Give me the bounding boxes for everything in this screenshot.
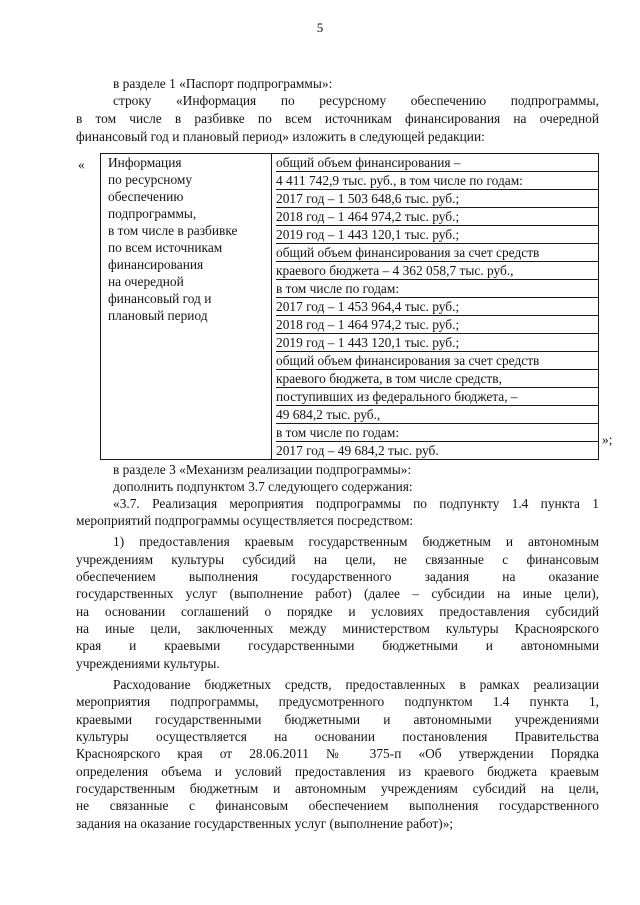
- p37-line-2: мероприятий подпрограммы осуществляется посредством:: [76, 513, 414, 528]
- right-line: поступивших из федерального бюджета, –: [276, 388, 598, 406]
- right-line: краевого бюджета, в том числе средств,: [276, 370, 598, 388]
- right-line: 2017 год – 1 503 648,6 тыс. руб.;: [276, 190, 598, 208]
- quote-open: «: [78, 157, 85, 172]
- section1-heading: в разделе 1 «Паспорт подпрограммы»:: [113, 76, 333, 91]
- quote-close: »;: [602, 432, 613, 447]
- left-line: Информация: [108, 155, 182, 170]
- replace-row-line-1: строку «Информация по ресурсному обеспечению подпрограммы,: [113, 93, 599, 108]
- right-line: краевого бюджета – 4 362 058,7 тыс. руб.,: [276, 262, 598, 280]
- expenses-line-1: Расходование бюджетных средств, предоставленных в рамках реализации: [113, 677, 599, 692]
- left-line: плановый период: [108, 308, 208, 323]
- expenses-line-7: государственным бюджетным и автономным учреждениям субсидий на цели,: [76, 781, 599, 796]
- right-line: 49 684,2 тыс. руб.,: [276, 406, 598, 424]
- table-right-cell: [272, 154, 599, 460]
- item1-line-5: на основании соглашений о порядке и условиях предоставления субсидий: [76, 604, 599, 619]
- replace-row-line-3: финансовый год и плановый период» изложить в следующей редакции:: [76, 129, 485, 144]
- section3-heading: в разделе 3 «Механизм реализации подпрограммы»:: [113, 462, 412, 477]
- expenses-line-6: определения объема и условий предоставления из краевого бюджета краевым: [76, 764, 599, 779]
- left-line: по всем источникам: [108, 240, 223, 255]
- left-line: на очередной: [108, 274, 184, 289]
- right-line: общий объем финансирования за счет средств: [276, 244, 598, 262]
- item1-line-1: 1) предоставления краевым государственным бюджетным и автономным: [113, 534, 599, 549]
- expenses-line-2: мероприятия подпрограммы, предусмотренного подпунктом 1.4 пункта 1,: [76, 694, 599, 709]
- item1-line-4: государственных услуг (выполнение работ) (далее – субсидии на иные цели),: [76, 586, 599, 601]
- right-line: 2019 год – 1 443 120,1 тыс. руб.;: [276, 334, 598, 352]
- right-line: 4 411 742,9 тыс. руб., в том числе по годам:: [276, 172, 598, 190]
- item1-line-8: учреждениями культуры.: [76, 656, 220, 671]
- expenses-line-9: задания на оказание государственных услуг (выполнение работ)»;: [76, 816, 454, 831]
- item1-line-6: на иные цели, заключенных между министерством культуры Красноярского: [76, 621, 599, 636]
- right-line: 2018 год – 1 464 974,2 тыс. руб.;: [276, 316, 598, 334]
- right-line: 2017 год – 1 453 964,4 тыс. руб.;: [276, 298, 598, 316]
- left-line: обеспечению: [108, 189, 184, 204]
- right-line: общий объем финансирования –: [276, 154, 598, 172]
- item1-line-3: обеспечением выполнения государственного задания на оказание: [76, 569, 599, 584]
- right-line: общий объем финансирования за счет средств: [276, 352, 598, 370]
- section3-addition: дополнить подпунктом 3.7 следующего содержания:: [113, 479, 413, 494]
- left-line: в том числе в разбивке: [108, 223, 238, 238]
- item1-line-2: учреждениям культуры субсидий на цели, не связанные с финансовым: [76, 552, 599, 567]
- expenses-line-4: культуры осуществляется на основании постановления Правительства: [76, 729, 599, 744]
- passport-table: [100, 153, 599, 460]
- right-line: 2019 год – 1 443 120,1 тыс. руб.;: [276, 226, 598, 244]
- left-line: подпрограммы,: [108, 206, 197, 221]
- p37-line-1: «3.7. Реализация мероприятия подпрограммы по подпункту 1.4 пункта 1: [113, 496, 599, 511]
- left-line: финансовый год и: [108, 291, 212, 306]
- left-line: по ресурсному: [108, 172, 193, 187]
- expenses-line-5: Красноярского края от 28.06.2011 № 375-п «Об утверждении Порядка: [76, 746, 599, 761]
- left-line: финансирования: [108, 257, 204, 272]
- item1-line-7: края и краевыми государственными бюджетными и автономными: [76, 638, 599, 653]
- expenses-line-3: краевыми государственными бюджетными и автономными учреждениями: [76, 712, 599, 727]
- page-number: 5: [316, 20, 324, 35]
- table-left-cell: [101, 154, 272, 460]
- right-line: в том числе по годам:: [276, 280, 598, 298]
- replace-row-line-2: в том числе в разбивке по всем источникам финансирования на очередной: [76, 111, 599, 126]
- right-line: 2017 год – 49 684,2 тыс. руб.: [276, 443, 439, 458]
- expenses-line-8: не связанные с финансовым обеспечением выполнения государственного: [76, 798, 599, 813]
- right-line: в том числе по годам:: [276, 424, 598, 442]
- right-line: 2018 год – 1 464 974,2 тыс. руб.;: [276, 208, 598, 226]
